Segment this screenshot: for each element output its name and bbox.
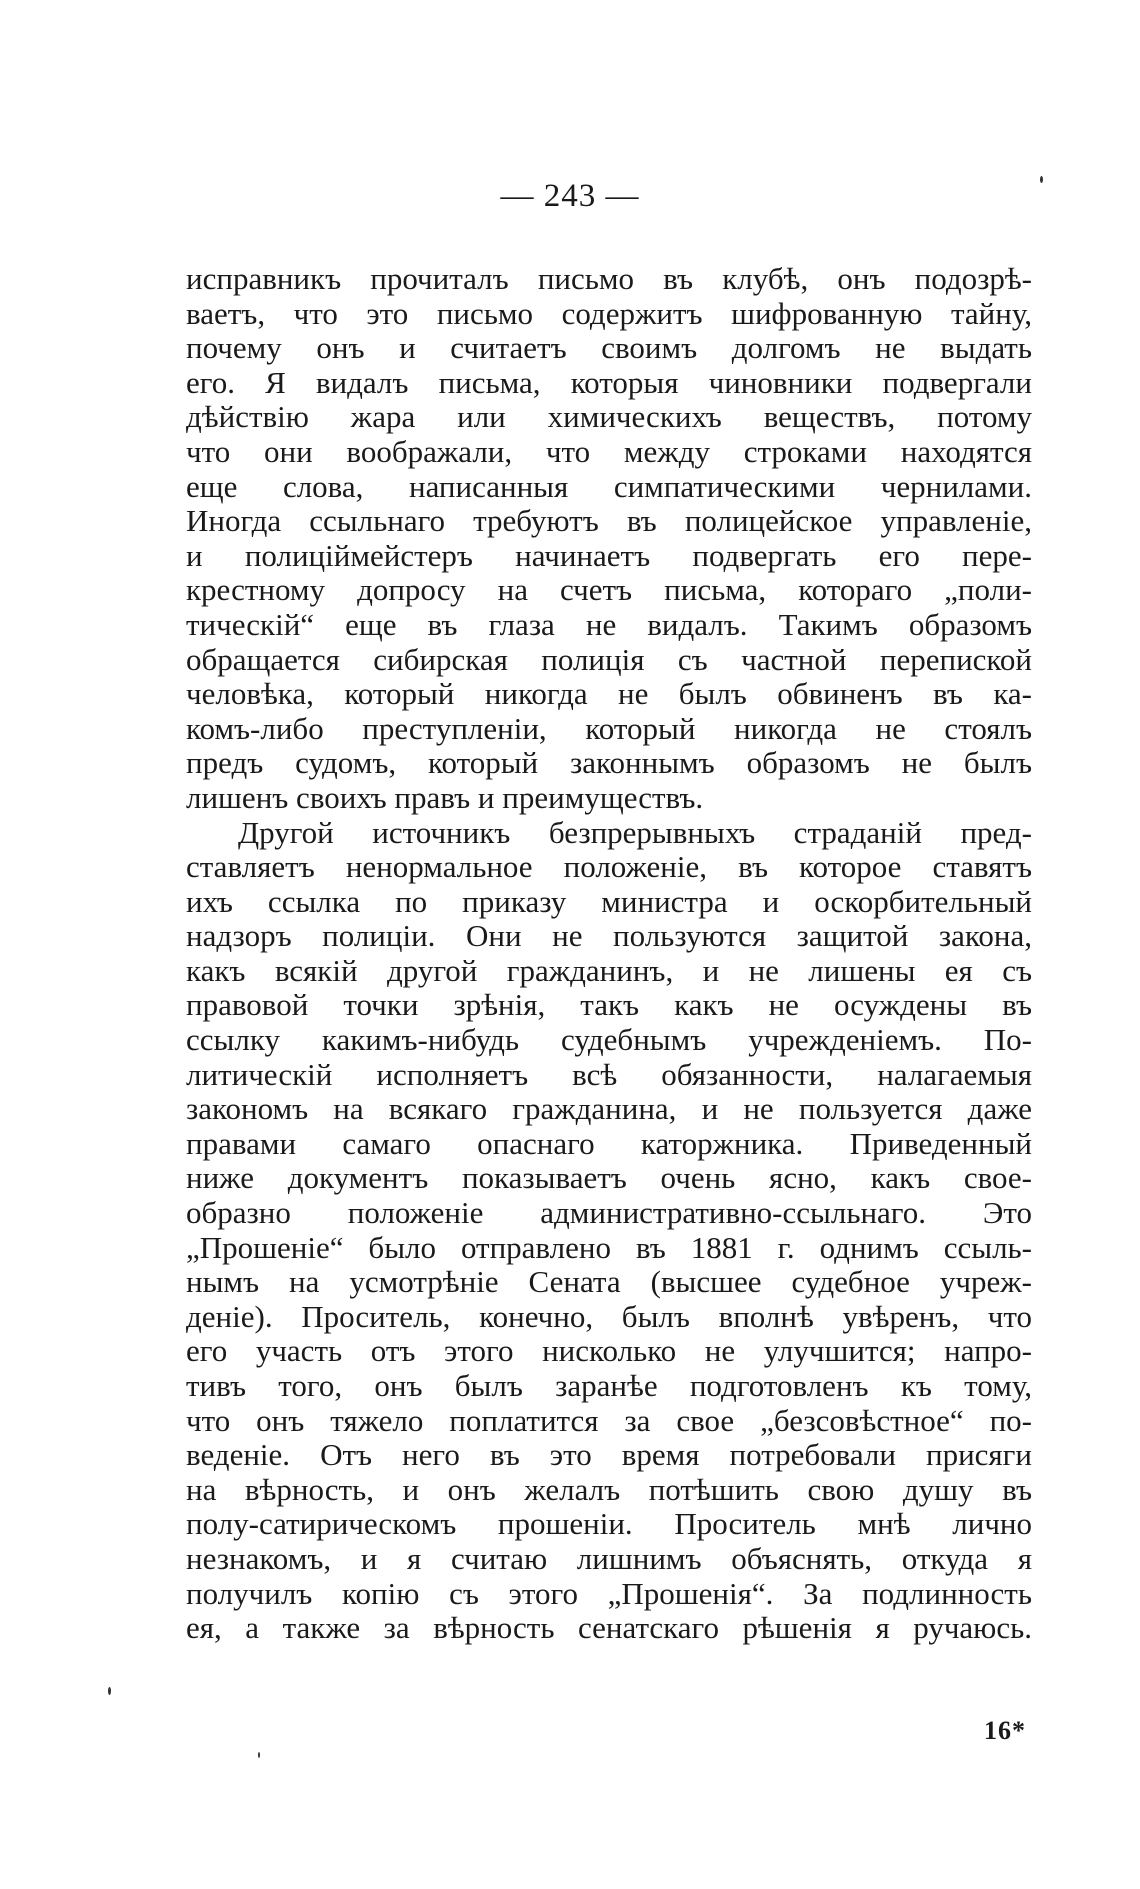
text-line: на вѣрность, и онъ желалъ потѣшить свою душу въ bbox=[186, 1472, 1032, 1507]
text-line: Другой источникъ безпрерывныхъ страданій пред- bbox=[238, 815, 1032, 850]
text-line: незнакомъ, и я считаю лишнимъ объяснять, откуда я bbox=[186, 1541, 1032, 1576]
text-line: почему онъ и считаетъ своимъ долгомъ не выдать bbox=[186, 331, 1032, 366]
text-line: деніе). Проситель, конечно, былъ вполнѣ увѣренъ, что bbox=[186, 1299, 1032, 1334]
text-line: что онъ тяжело поплатится за свое „безсовѣстное“ по- bbox=[186, 1403, 1032, 1438]
text-line: лишенъ своихъ правъ и преимуществъ. bbox=[186, 780, 704, 815]
text-line: ссылку какимъ-нибудь судебнымъ учрежденіемъ. По- bbox=[186, 1023, 1032, 1058]
text-line: закономъ на всякаго гражданина, и не пользуется даже bbox=[186, 1092, 1032, 1127]
text-line: правами самаго опаснаго каторжника. Приведенный bbox=[186, 1126, 1032, 1161]
text-line: ея, а также за вѣрность сенатскаго рѣшенія я ручаюсь. bbox=[186, 1611, 1032, 1646]
text-line: нымъ на усмотрѣніе Сената (высшее судебное учреж- bbox=[186, 1265, 1032, 1300]
text-line: „Прошеніе“ было отправлено въ 1881 г. однимъ ссыль- bbox=[186, 1230, 1032, 1265]
text-line: крестному допросу на счетъ письма, котораго „поли- bbox=[186, 573, 1032, 608]
text-line: веденіе. Отъ него въ это время потребовали присяги bbox=[186, 1438, 1032, 1473]
page-number: — 243 — bbox=[500, 178, 640, 214]
paragraph-2 bbox=[186, 816, 1032, 1646]
text-line: получилъ копію съ этого „Прошенія“. За подлинность bbox=[186, 1576, 1032, 1611]
print-speck bbox=[108, 1687, 111, 1695]
text-line: человѣка, который никогда не былъ обвиненъ въ ка- bbox=[186, 677, 1032, 712]
text-line: предъ судомъ, который законнымъ образомъ не былъ bbox=[186, 746, 1032, 781]
signature-mark: 16* bbox=[984, 1716, 1026, 1745]
text-line: литическій исполняетъ всѣ обязанности, налагаемыя bbox=[186, 1057, 1032, 1092]
text-line: надзоръ полиціи. Они не пользуются защитой закона, bbox=[186, 919, 1032, 954]
print-speck bbox=[1040, 176, 1043, 183]
text-line: ихъ ссылка по приказу министра и оскорбительный bbox=[186, 884, 1032, 919]
text-line: полу-сатирическомъ прошеніи. Проситель мнѣ лично bbox=[186, 1507, 1032, 1542]
paragraph-1 bbox=[186, 262, 1032, 816]
text-line: обращается сибирская полиція съ частной перепиской bbox=[186, 642, 1032, 677]
text-line: что они воображали, что между строками находятся bbox=[186, 434, 1032, 469]
text-line: правовой точки зрѣнія, такъ какъ не осуждены въ bbox=[186, 988, 1032, 1023]
text-line: исправникъ прочиталъ письмо въ клубѣ, онъ подозрѣ- bbox=[186, 262, 1032, 296]
text-line: его участь отъ этого нисколько не улучшится; напро- bbox=[186, 1334, 1032, 1369]
text-line: ваетъ, что это письмо содержитъ шифрованную тайну, bbox=[186, 296, 1032, 331]
text-line: еще слова, написанныя симпатическими чернилами. bbox=[186, 469, 1032, 504]
text-line: и полиціймейстеръ начинаетъ подвергать его пере- bbox=[186, 538, 1032, 573]
text-line: ставляетъ ненормальное положеніе, въ которое ставятъ bbox=[186, 850, 1032, 885]
text-line: Иногда ссыльнаго требуютъ въ полицейское управленіе, bbox=[186, 504, 1032, 539]
text-line: тивъ того, онъ былъ заранѣе подготовленъ къ тому, bbox=[186, 1369, 1032, 1403]
text-line: ниже документъ показываетъ очень ясно, какъ свое- bbox=[186, 1161, 1032, 1196]
text-line: его. Я видалъ письма, которыя чиновники подвергали bbox=[186, 365, 1032, 400]
text-line: тическій“ еще въ глаза не видалъ. Такимъ образомъ bbox=[186, 607, 1032, 642]
body-text bbox=[186, 262, 1032, 1646]
text-line: комъ-либо преступленіи, который никогда не стоялъ bbox=[186, 711, 1032, 746]
text-line: какъ всякій другой гражданинъ, и не лишены ея съ bbox=[186, 953, 1032, 988]
print-speck bbox=[258, 1752, 260, 1758]
text-line: образно положеніе административно-ссыльнаго. Это bbox=[186, 1196, 1032, 1231]
text-line: дѣйствію жара или химическихъ веществъ, потому bbox=[186, 400, 1032, 435]
